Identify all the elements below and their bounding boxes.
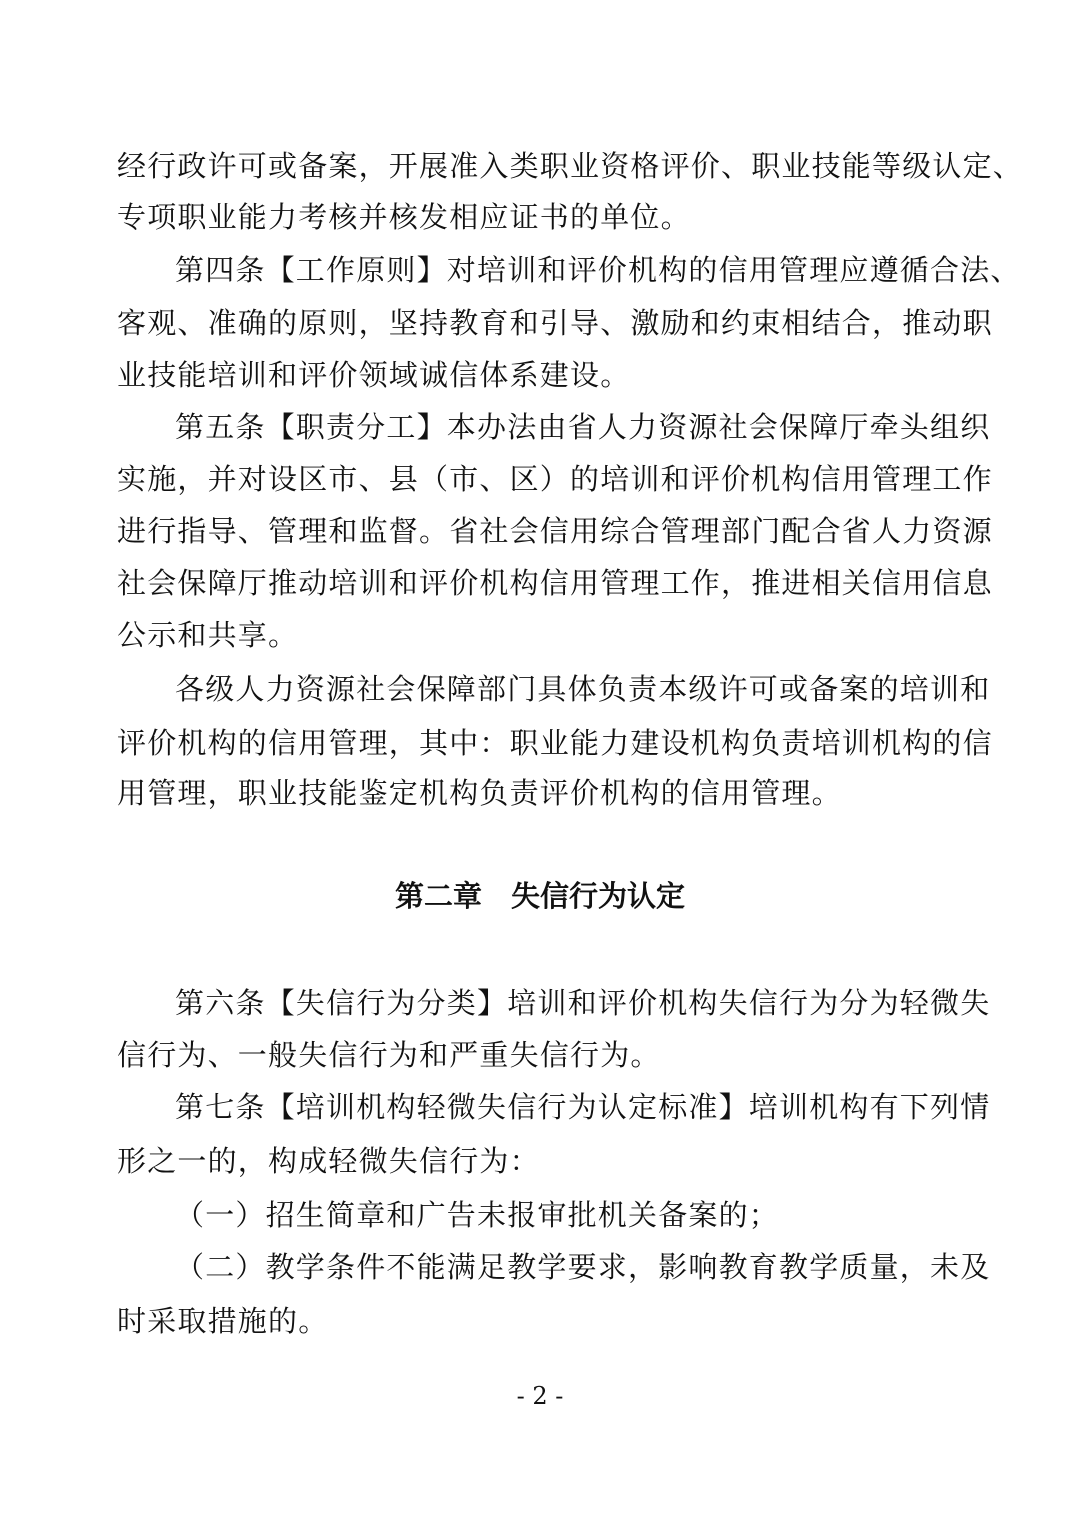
text-line: 经行政许可或备案，开展准入类职业资格评价、职业技能等级认定、 bbox=[117, 149, 1024, 183]
chapter-title: 第二章 失信行为认定 bbox=[394, 879, 685, 913]
text-line: 各级人力资源社会保障部门具体负责本级许可或备案的培训和 bbox=[175, 672, 991, 706]
text-line: （一）招生简章和广告未报审批机关备案的； bbox=[175, 1198, 780, 1232]
text-line: 评价机构的信用管理，其中：职业能力建设机构负责培训机构的信 bbox=[117, 726, 993, 760]
text-line: 实施，并对设区市、县（市、区）的培训和评价机构信用管理工作 bbox=[117, 462, 993, 496]
text-line: 进行指导、管理和监督。省社会信用综合管理部门配合省人力资源 bbox=[117, 514, 993, 548]
text-line: 专项职业能力考核并核发相应证书的单位。 bbox=[117, 200, 691, 234]
text-line: 时采取措施的。 bbox=[117, 1304, 329, 1338]
text-line: 第五条【职责分工】本办法由省人力资源社会保障厅牵头组织 bbox=[175, 410, 991, 444]
text-line: （二）教学条件不能满足教学要求，影响教育教学质量，未及 bbox=[175, 1250, 991, 1284]
text-line: 第六条【失信行为分类】培训和评价机构失信行为分为轻微失 bbox=[175, 986, 991, 1020]
page-number: - 2 - bbox=[516, 1382, 564, 1410]
text-line: 第四条【工作原则】对培训和评价机构的信用管理应遵循合法、 bbox=[175, 253, 1021, 287]
text-line: 用管理，职业技能鉴定机构负责评价机构的信用管理。 bbox=[117, 776, 842, 810]
text-line: 公示和共享。 bbox=[117, 618, 299, 652]
text-line: 第七条【培训机构轻微失信行为认定标准】培训机构有下列情 bbox=[175, 1090, 991, 1124]
text-line: 社会保障厅推动培训和评价机构信用管理工作，推进相关信用信息 bbox=[117, 566, 993, 600]
text-line: 形之一的，构成轻微失信行为： bbox=[117, 1144, 540, 1178]
text-line: 信行为、一般失信行为和严重失信行为。 bbox=[117, 1038, 661, 1072]
text-line: 客观、准确的原则，坚持教育和引导、激励和约束相结合，推动职 bbox=[117, 306, 993, 340]
text-line: 业技能培训和评价领域诚信体系建设。 bbox=[117, 358, 631, 392]
